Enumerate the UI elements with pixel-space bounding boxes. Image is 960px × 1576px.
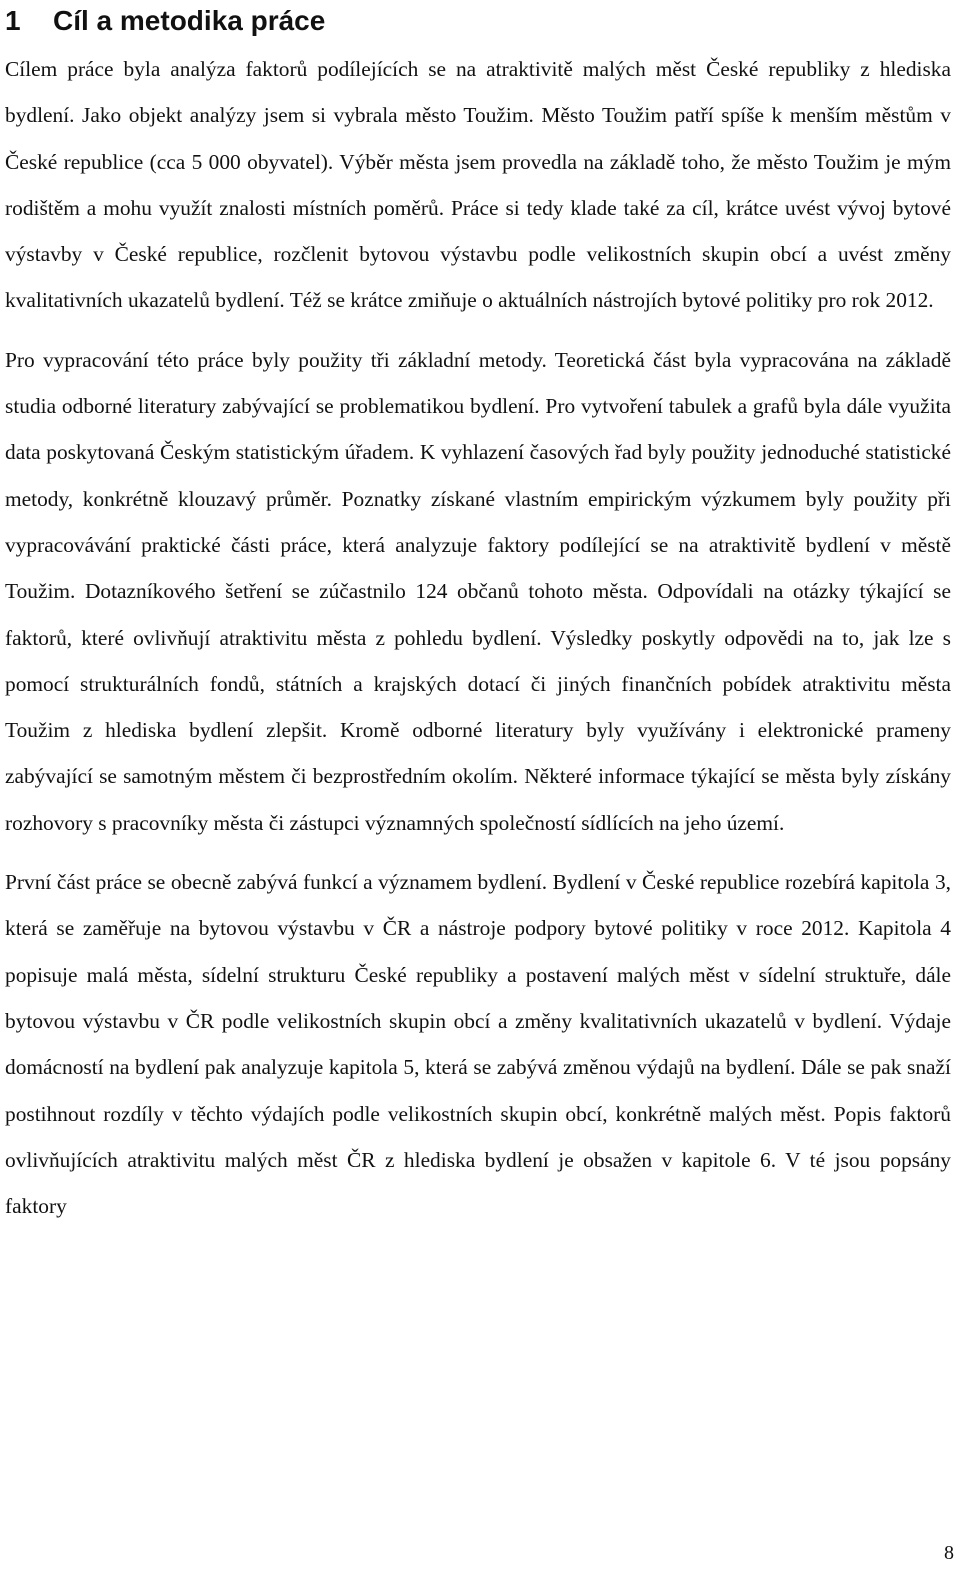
paragraph-structure: První část práce se obecně zabývá funkcí a významem bydlení. Bydlení v České republice rozebírá kapitola 3, která se zaměřuje na bytovou výstavbu v ČR a nástroje podpory bytové politiky v roce 2012. Kapitola 4 popisuje malá města, sídelní strukturu České republiky a postavení malých měst v sídelní struktuře, dále bytovou výstavbu v ČR podle velikostních skupin obcí a změny kvalitativních ukazatelů v bydlení. Výdaje domácností na bydlení pak analyzuje kapitola 5, která se zabývá změnou výdajů na bydlení. Dále se pak snaží postihnout rozdíly v těchto výdajích podle velikostních skupin obcí, konkrétně malých měst. Popis faktorů ovlivňujících atraktivitu malých měst ČR z hlediska bydlení je obsažen v kapitole 6. V té jsou popsány faktory [5, 870, 951, 1219]
page-number: 8 [944, 1542, 954, 1564]
chapter-heading [5, 0, 951, 38]
document-page [5, 0, 951, 1229]
chapter-title: Cíl a metodika práce [53, 5, 326, 36]
paragraph-goals: Cílem práce byla analýza faktorů podílejících se na atraktivitě malých měst České republiky z hlediska bydlení. Jako objekt analýzy jsem si vybrala město Toužim. Město Toužim patří spíše k menším městům v České republice (cca 5 000 obyvatel). Výběr města jsem provedla na základě toho, že město Toužim je mým rodištěm a mohu využít znalosti místních poměrů. Práce si tedy klade také za cíl, krátce uvést vývoj bytové výstavby v České republice, rozčlenit bytovou výstavbu podle velikostních skupin obcí a uvést změny kvalitativních ukazatelů bydlení. Též se krátce zmiňuje o aktuálních nástrojích bytové politiky pro rok 2012. [5, 57, 951, 313]
chapter-number: 1 [5, 5, 21, 36]
paragraph-methods: Pro vypracování této práce byly použity tři základní metody. Teoretická část byla vypracována na základě studia odborné literatury zabývající se problematikou bydlení. Pro vytvoření tabulek a grafů byla dále využita data poskytovaná Českým statistickým úřadem. K vyhlazení časových řad byly použity jednoduché statistické metody, konkrétně klouzavý průměr. Poznatky získané vlastním empirickým výzkumem byly použity při vypracovávání praktické části práce, která analyzuje faktory podílející se na atraktivitě bydlení v městě Toužim. Dotazníkového šetření se zúčastnilo 124 občanů tohoto města. Odpovídali na otázky týkající se faktorů, které ovlivňují atraktivitu města z pohledu bydlení. Výsledky poskytly odpovědi na to, jak lze s pomocí strukturálních fondů, státních a krajských dotací či jiných finančních pobídek atraktivitu města Toužim z hlediska bydlení zlepšit. Kromě odborné literatury byly využívány i elektronické prameny zabývající se samotným městem či bezprostředním okolím. Některé informace týkající se města byly získány rozhovory s pracovníky města či zástupci významných společností sídlících na jeho území. [5, 347, 951, 835]
